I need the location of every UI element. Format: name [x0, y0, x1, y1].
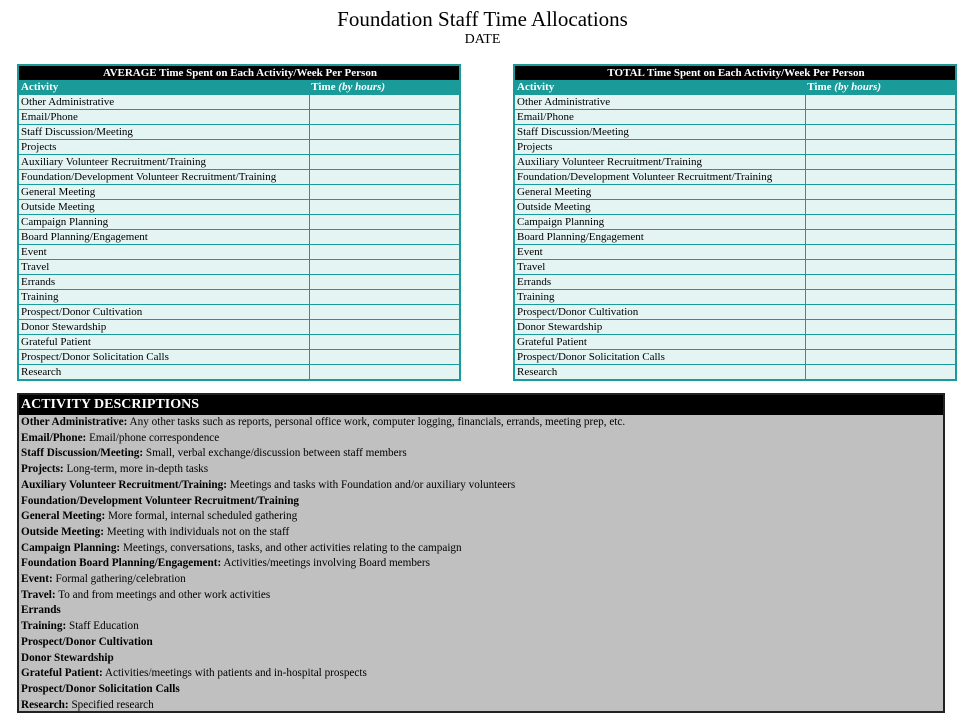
- description-term: General Meeting:: [21, 510, 106, 523]
- table-row: [514, 185, 956, 200]
- table-row: [18, 350, 460, 365]
- description-item: [21, 603, 943, 619]
- description-text: Meetings, conversations, tasks, and other activities relating to the campaign: [120, 541, 462, 554]
- activity-cell: Prospect/Donor Cultivation: [514, 305, 805, 320]
- description-term: Event:: [21, 573, 53, 586]
- time-input-cell[interactable]: [309, 110, 460, 125]
- time-column-header: Time (by hours): [805, 80, 956, 95]
- activity-cell: Projects: [18, 140, 309, 155]
- time-input-cell[interactable]: [805, 335, 956, 350]
- description-term: Email/Phone:: [21, 431, 87, 444]
- description-term: Training:: [21, 620, 67, 633]
- description-term: Staff Discussion/Meeting:: [21, 447, 144, 460]
- activity-cell: Campaign Planning: [18, 215, 309, 230]
- time-input-cell[interactable]: [805, 260, 956, 275]
- description-item: [21, 446, 943, 462]
- description-text: Meetings and tasks with Foundation and/or auxiliary volunteers: [226, 478, 516, 491]
- description-text: More formal, internal scheduled gathering: [105, 510, 298, 523]
- table-row: [18, 260, 460, 275]
- table-row: [514, 365, 956, 381]
- description-item: [21, 556, 943, 572]
- time-input-cell[interactable]: [309, 275, 460, 290]
- table-row: [18, 320, 460, 335]
- table-row: [18, 185, 460, 200]
- table-row: [514, 140, 956, 155]
- table-row: [18, 125, 460, 140]
- description-text: Staff Education: [66, 620, 139, 633]
- description-item: [21, 525, 943, 541]
- activity-cell: Outside Meeting: [18, 200, 309, 215]
- description-item: [21, 415, 943, 431]
- description-term: Prospect/Donor Cultivation: [21, 635, 153, 648]
- table-row: [514, 350, 956, 365]
- description-term: Other Administrative:: [21, 416, 128, 428]
- activity-cell: Board Planning/Engagement: [514, 230, 805, 245]
- description-text: Activities/meetings involving Board members: [221, 557, 430, 570]
- activity-cell: Research: [18, 365, 309, 381]
- table-row: [514, 110, 956, 125]
- activity-cell: Board Planning/Engagement: [18, 230, 309, 245]
- average-table-title: AVERAGE Time Spent on Each Activity/Week Per Person: [18, 65, 460, 80]
- description-item: [21, 462, 943, 478]
- activity-cell: Campaign Planning: [514, 215, 805, 230]
- total-table-body: [514, 95, 956, 381]
- time-input-cell[interactable]: [309, 155, 460, 170]
- time-input-cell[interactable]: [309, 290, 460, 305]
- description-term: Foundation/Development Volunteer Recruitment/Training: [21, 494, 300, 507]
- activity-cell: Auxiliary Volunteer Recruitment/Training: [514, 155, 805, 170]
- average-table-body: [18, 95, 460, 381]
- table-row: [18, 230, 460, 245]
- activity-cell: Errands: [18, 275, 309, 290]
- activity-cell: Staff Discussion/Meeting: [18, 125, 309, 140]
- table-row: [514, 215, 956, 230]
- description-text: To and from meetings and other work activities: [55, 588, 271, 601]
- activity-cell: Other Administrative: [18, 95, 309, 110]
- time-input-cell[interactable]: [805, 305, 956, 320]
- time-input-cell[interactable]: [805, 290, 956, 305]
- time-input-cell[interactable]: [309, 305, 460, 320]
- time-input-cell[interactable]: [309, 320, 460, 335]
- table-row: [18, 290, 460, 305]
- time-input-cell[interactable]: [309, 230, 460, 245]
- description-text: Any other tasks such as reports, personal office work, computer logging, financials, errands, meeting prep, etc.: [127, 416, 626, 428]
- time-input-cell[interactable]: [805, 185, 956, 200]
- table-row: [514, 155, 956, 170]
- activity-cell: Grateful Patient: [18, 335, 309, 350]
- table-row: [514, 245, 956, 260]
- activity-cell: General Meeting: [18, 185, 309, 200]
- activity-cell: Other Administrative: [514, 95, 805, 110]
- description-item: [21, 651, 943, 667]
- time-input-cell[interactable]: [309, 200, 460, 215]
- description-text: Email/phone correspondence: [86, 431, 220, 444]
- activity-cell: Donor Stewardship: [514, 320, 805, 335]
- table-row: [514, 335, 956, 350]
- activity-cell: Prospect/Donor Solicitation Calls: [18, 350, 309, 365]
- time-input-cell[interactable]: [309, 125, 460, 140]
- description-item: [21, 509, 943, 525]
- time-input-cell[interactable]: [805, 320, 956, 335]
- description-term: Campaign Planning:: [21, 541, 121, 554]
- table-row: [18, 335, 460, 350]
- time-input-cell[interactable]: [309, 260, 460, 275]
- activity-descriptions-panel: [17, 393, 945, 713]
- time-input-cell[interactable]: [309, 185, 460, 200]
- time-input-cell[interactable]: [309, 365, 460, 381]
- description-item: [21, 619, 943, 635]
- description-item: [21, 572, 943, 588]
- description-term: Research:: [21, 698, 69, 711]
- description-text: Long-term, more in-depth tasks: [63, 463, 209, 476]
- description-text: Small, verbal exchange/discussion between staff members: [143, 447, 407, 460]
- activity-cell: Event: [514, 245, 805, 260]
- descriptions-list: [19, 415, 943, 713]
- table-row: [514, 125, 956, 140]
- time-input-cell[interactable]: [309, 350, 460, 365]
- description-item: [21, 588, 943, 604]
- activity-cell: Prospect/Donor Cultivation: [18, 305, 309, 320]
- description-text: Meeting with individuals not on the staff: [103, 525, 290, 538]
- activity-cell: Projects: [514, 140, 805, 155]
- time-input-cell[interactable]: [309, 95, 460, 110]
- time-input-cell[interactable]: [805, 365, 956, 381]
- time-column-header: Time (by hours): [309, 80, 460, 95]
- description-item: [21, 431, 943, 447]
- description-text: Specified research: [68, 698, 154, 711]
- activity-cell: Event: [18, 245, 309, 260]
- table-row: [18, 245, 460, 260]
- description-text: Formal gathering/celebration: [52, 573, 186, 586]
- time-input-cell[interactable]: [805, 350, 956, 365]
- average-time-table: [17, 64, 461, 381]
- time-input-cell[interactable]: [309, 245, 460, 260]
- description-term: Prospect/Donor Solicitation Calls: [21, 682, 180, 695]
- table-row: [18, 365, 460, 381]
- description-item: [21, 682, 943, 698]
- time-input-cell[interactable]: [309, 140, 460, 155]
- descriptions-heading: ACTIVITY DESCRIPTIONS: [19, 395, 943, 415]
- table-row: [18, 215, 460, 230]
- activity-cell: Training: [514, 290, 805, 305]
- description-term: Projects:: [21, 463, 64, 476]
- activity-cell: Donor Stewardship: [18, 320, 309, 335]
- table-row: [18, 95, 460, 110]
- description-item: [21, 635, 943, 651]
- description-term: Grateful Patient:: [21, 667, 103, 680]
- activity-cell: Foundation/Development Volunteer Recruitment/Training: [514, 170, 805, 185]
- activity-cell: Research: [514, 365, 805, 381]
- time-input-cell[interactable]: [805, 110, 956, 125]
- table-row: [514, 320, 956, 335]
- activity-cell: Training: [18, 290, 309, 305]
- activity-column-header: Activity: [18, 80, 309, 95]
- activity-cell: Prospect/Donor Solicitation Calls: [514, 350, 805, 365]
- time-input-cell[interactable]: [309, 215, 460, 230]
- activity-cell: Staff Discussion/Meeting: [514, 125, 805, 140]
- description-term: Foundation Board Planning/Engagement:: [21, 557, 222, 570]
- time-input-cell[interactable]: [309, 170, 460, 185]
- activity-cell: Travel: [514, 260, 805, 275]
- table-row: [514, 170, 956, 185]
- table-row: [18, 275, 460, 290]
- table-row: [18, 170, 460, 185]
- table-row: [18, 110, 460, 125]
- table-row: [514, 275, 956, 290]
- description-item: [21, 698, 943, 714]
- activity-cell: Foundation/Development Volunteer Recruitment/Training: [18, 170, 309, 185]
- time-input-cell[interactable]: [805, 125, 956, 140]
- description-item: [21, 541, 943, 557]
- total-time-table: [513, 64, 957, 381]
- description-term: Outside Meeting:: [21, 525, 104, 538]
- table-row: [514, 230, 956, 245]
- description-term: Errands: [21, 604, 61, 617]
- page-title: Foundation Staff Time Allocations: [337, 7, 628, 31]
- time-input-cell[interactable]: [805, 95, 956, 110]
- description-term: Auxiliary Volunteer Recruitment/Training:: [21, 478, 227, 491]
- description-item: [21, 494, 943, 510]
- activity-cell: Grateful Patient: [514, 335, 805, 350]
- time-input-cell[interactable]: [805, 200, 956, 215]
- table-row: [18, 140, 460, 155]
- table-row: [514, 305, 956, 320]
- activity-cell: Auxiliary Volunteer Recruitment/Training: [18, 155, 309, 170]
- activity-column-header: Activity: [514, 80, 805, 95]
- page-subtitle: DATE: [464, 32, 501, 47]
- table-row: [18, 305, 460, 320]
- time-input-cell[interactable]: [805, 275, 956, 290]
- description-term: Travel:: [21, 588, 56, 601]
- page-header: [0, 6, 960, 48]
- time-input-cell[interactable]: [805, 170, 956, 185]
- time-input-cell[interactable]: [805, 230, 956, 245]
- table-row: [514, 290, 956, 305]
- time-input-cell[interactable]: [309, 335, 460, 350]
- activity-cell: Errands: [514, 275, 805, 290]
- table-row: [514, 200, 956, 215]
- activity-cell: General Meeting: [514, 185, 805, 200]
- table-row: [18, 155, 460, 170]
- activity-cell: Travel: [18, 260, 309, 275]
- total-table-title: TOTAL Time Spent on Each Activity/Week Per Person: [514, 65, 956, 80]
- activity-cell: Outside Meeting: [514, 200, 805, 215]
- description-item: [21, 478, 943, 494]
- table-row: [18, 200, 460, 215]
- time-input-cell[interactable]: [805, 140, 956, 155]
- description-text: Activities/meetings with patients and in-hospital prospects: [102, 667, 367, 680]
- description-item: [21, 666, 943, 682]
- time-input-cell[interactable]: [805, 215, 956, 230]
- table-row: [514, 95, 956, 110]
- table-row: [514, 260, 956, 275]
- time-input-cell[interactable]: [805, 155, 956, 170]
- description-term: Donor Stewardship: [21, 651, 114, 664]
- time-input-cell[interactable]: [805, 245, 956, 260]
- activity-cell: Email/Phone: [514, 110, 805, 125]
- activity-cell: Email/Phone: [18, 110, 309, 125]
